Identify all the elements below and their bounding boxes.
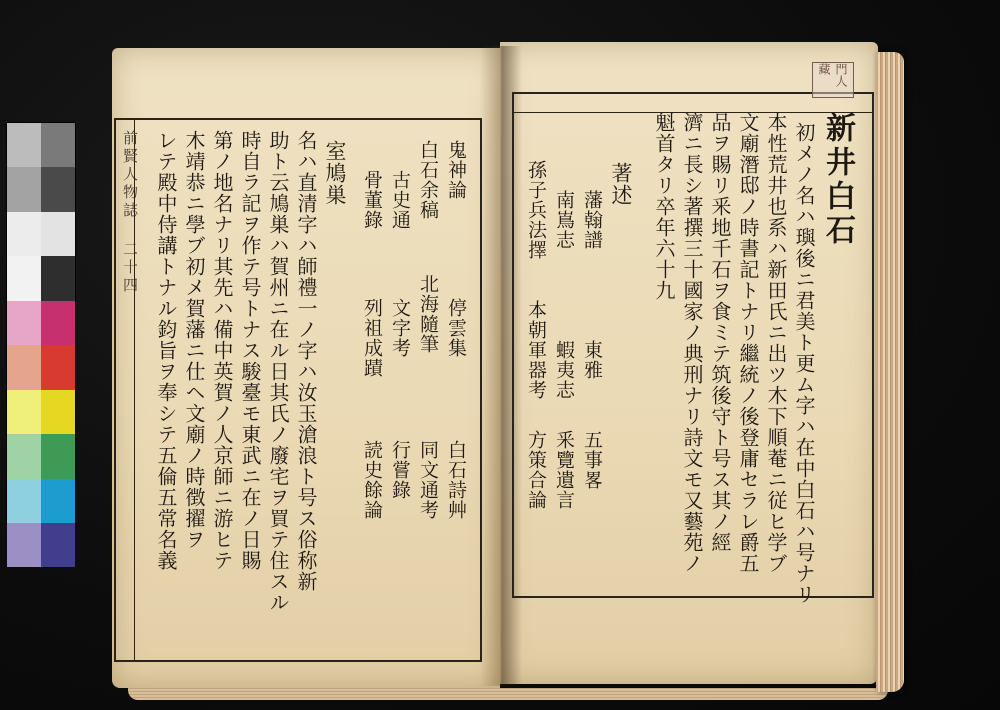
page-edges	[876, 52, 904, 692]
color-swatch	[41, 345, 75, 389]
bio-column-1: 初メノ名ハ璵後ニ君美ト更ム字ハ在中白石ハ号ナリ	[792, 122, 816, 605]
color-swatch	[7, 123, 41, 167]
book-bottom-edge	[128, 688, 888, 700]
bio-column-4: 品ヲ賜リ釆地千石ヲ食ミテ筑後守ト号ス其ノ經	[708, 112, 732, 553]
work-title: 東雅	[581, 340, 603, 380]
color-swatch	[41, 167, 75, 211]
work-title: 白石詩艸	[445, 440, 467, 520]
bio-column-3: 時自ラ記ヲ作テ号トナス駿臺モ東武ニ在ノ日賜	[238, 130, 262, 571]
color-swatch	[41, 523, 75, 567]
bio-column-2: 本性荒井也系ハ新田氏ニ出ツ木下順菴ニ従ヒ学ブ	[764, 112, 788, 574]
color-swatch	[7, 212, 41, 256]
work-title: 蝦夷志	[553, 340, 575, 400]
work-title: 鬼神論	[445, 140, 467, 200]
color-calibration-strip	[6, 122, 76, 524]
work-title: 骨董錄	[361, 170, 383, 230]
work-title: 読史餘論	[361, 440, 383, 520]
color-swatch	[7, 256, 41, 300]
left-page-right-rule	[480, 118, 481, 662]
color-swatch	[41, 479, 75, 523]
color-swatch	[7, 345, 41, 389]
work-title: 行嘗錄	[389, 440, 411, 500]
bio-column-6: レテ殿中侍講トナル鈞旨ヲ奉シテ五倫五常名義	[154, 130, 178, 571]
color-swatch	[41, 434, 75, 478]
bio-column-2: 助ト云鳩巣ハ賀州ニ在ル日其氏ノ廢宅ヲ買テ住スル	[266, 130, 290, 613]
left-hashira: 前賢人物誌 二十四	[121, 130, 139, 295]
color-swatch	[7, 523, 41, 567]
color-swatch	[7, 479, 41, 523]
bio-column-4: 第ノ地名ナリ其先ハ備中英賀ノ人京師ニ游ヒテ	[210, 130, 234, 571]
work-title: 北海隨筆	[417, 274, 439, 354]
color-swatch	[41, 301, 75, 345]
work-title: 列祖成蹟	[361, 298, 383, 378]
work-title: 藩翰譜	[581, 190, 603, 250]
color-swatch	[7, 390, 41, 434]
color-swatch	[7, 301, 41, 345]
ownership-seal: 門人藏	[812, 62, 854, 98]
color-swatch	[7, 434, 41, 478]
work-title: 停雲集	[445, 298, 467, 358]
subject-title: 新井白石	[820, 112, 855, 248]
bio-column-6: 魁首タリ卒年六十九	[652, 112, 676, 301]
color-swatch	[7, 167, 41, 211]
color-swatch	[41, 390, 75, 434]
work-title: 釆覽遺言	[553, 430, 575, 510]
second-subject-title: 室鳩巣	[323, 140, 347, 206]
work-title: 本朝軍器考	[525, 300, 547, 400]
work-title: 南嶌志	[553, 190, 575, 250]
color-swatch	[41, 212, 75, 256]
work-title: 古史通	[389, 170, 411, 230]
work-title: 文字考	[389, 298, 411, 358]
bio-column-3: 文廟潛邸ノ時書記トナリ繼統ノ後登庸セラレ爵五	[736, 112, 760, 574]
bio-column-5: 木靖恭ニ學ブ初メ賀藩ニ仕ヘ文廟ノ時徴擢ヲ	[182, 130, 206, 550]
work-title: 孫子兵法擇	[525, 160, 547, 260]
color-swatch	[41, 256, 75, 300]
bio-column-5: 濟ニ長シ著撰三十國家ノ典刑ナリ詩文モ又藝苑ノ	[680, 112, 704, 574]
work-title: 同文通考	[417, 440, 439, 520]
works-heading: 著述	[609, 162, 633, 206]
work-title: 白石余稿	[417, 140, 439, 220]
bio-column-1: 名ハ直清字ハ師禮一ノ字ハ汝玉滄浪ト号ス俗称新	[294, 130, 318, 592]
work-title: 五事畧	[581, 430, 603, 490]
color-swatch	[41, 123, 75, 167]
work-title: 方策合論	[525, 430, 547, 510]
